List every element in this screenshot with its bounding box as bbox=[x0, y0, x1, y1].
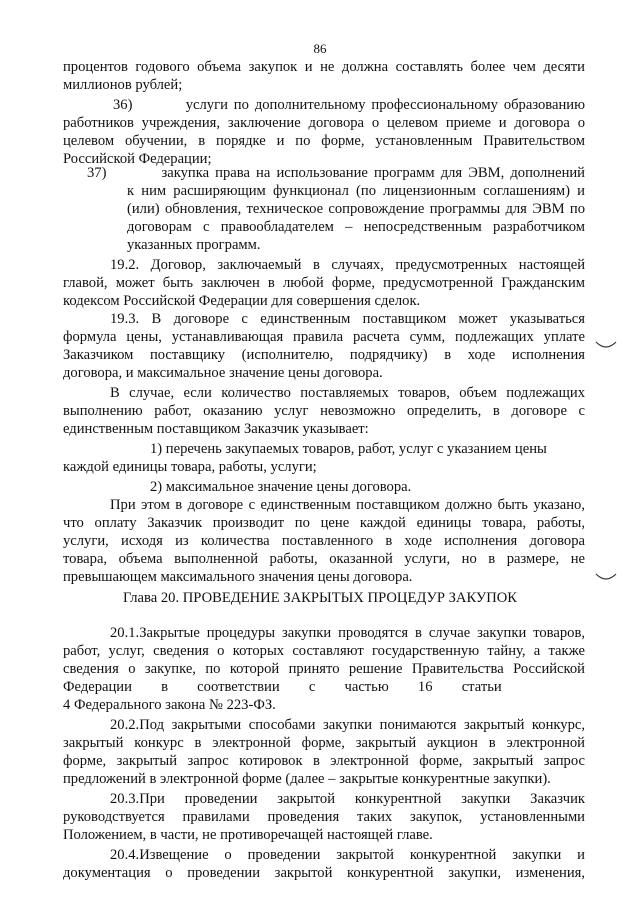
text-line: При этом в договоре с единственным поставщиком должно быть указано, bbox=[110, 497, 585, 513]
text-line: закрытый конкурс в электронной форме, закрытый аукцион в электронной bbox=[63, 735, 585, 751]
text-line: к ним расширяющим функционал (по лицензионным соглашениям) и bbox=[127, 183, 585, 199]
margin-mark-icon bbox=[595, 572, 617, 582]
text-line: 19.3. В договоре с единственным поставщиком может указываться bbox=[110, 311, 585, 327]
text-line: выполнению работ, оказанию услуг невозможно определить, в договоре с bbox=[63, 403, 585, 419]
text-line: работ, услуг, сведения о которых составляют государственную тайну, а также bbox=[63, 643, 585, 659]
text-line: главой, может быть заключен в любой форме, предусмотренной Гражданским bbox=[63, 275, 585, 291]
text-line: форме, закрытый запрос котировок в электронной форме, закрытый запрос bbox=[63, 753, 585, 769]
text-line: Федерации в соответствии с частью 16 статьи bbox=[63, 679, 502, 695]
text-line: Положением, в части, не противоречащей настоящей главе. bbox=[63, 827, 433, 843]
text-line: В случае, если количество поставляемых товаров, объем подлежащих bbox=[110, 385, 585, 401]
text-line: 4 Федерального закона № 223-ФЗ. bbox=[63, 697, 276, 713]
text-line: услуги, исходя из количества поставленного в ходе исполнения договора bbox=[63, 533, 585, 549]
text-line: документация о проведении закрытой конкурентной закупки, изменения, bbox=[63, 865, 585, 881]
text-line: кодексом Российской Федерации для совершения сделок. bbox=[63, 293, 421, 309]
text-line: единственным поставщиком Заказчик указывает: bbox=[63, 421, 369, 437]
text-line: (или) обновления, техническое сопровождение программы для ЭВМ по bbox=[127, 201, 585, 217]
text-line: миллионов рублей; bbox=[63, 77, 183, 93]
text-line: целевом обучении, в порядке и по форме, установленным Правительством bbox=[63, 133, 585, 149]
page-number: 86 bbox=[313, 41, 327, 56]
text-line: предложений в электронной форме (далее – закрытые конкурентные закупки). bbox=[63, 771, 551, 787]
text-line: формула цены, устанавливающая правила расчета сумм, подлежащих уплате bbox=[63, 329, 585, 345]
text-line: 19.2. Договор, заключаемый в случаях, предусмотренных настоящей bbox=[110, 257, 585, 273]
text-line: 20.3.При проведении закрытой конкурентной закупки Заказчик bbox=[110, 791, 585, 807]
text-line: процентов годового объема закупок и не должна составлять более чем десяти bbox=[63, 59, 585, 75]
text-line: 36) услуги по дополнительному профессиональному образованию bbox=[113, 97, 585, 113]
text-line: работников учреждения, заключение договора о целевом приеме и договора о bbox=[63, 115, 585, 131]
text-line: 20.2.Под закрытыми способами закупки понимаются закрытый конкурс, bbox=[110, 717, 585, 733]
text-line: 2) максимальное значение цены договора. bbox=[150, 479, 412, 495]
text-line: 20.1.Закрытые процедуры закупки проводятся в случае закупки товаров, bbox=[110, 625, 585, 641]
text-line: превышающем максимального значения цены договора. bbox=[63, 569, 413, 585]
text-line: Российской Федерации; bbox=[63, 151, 212, 167]
text-line: 20.4.Извещение о проведении закрытой конкурентной закупки и bbox=[110, 847, 585, 863]
text-line: сведения о закупке, по которой принято решение Правительства Российской bbox=[63, 661, 585, 677]
text-line: 37) закупка права на использование программ для ЭВМ, дополнений bbox=[87, 165, 585, 181]
text-line: договора, и максимальное значение цены договора. bbox=[63, 365, 383, 381]
text-line: договорам с правообладателем – непосредственным разработчиком bbox=[127, 219, 585, 235]
text-line: 1) перечень закупаемых товаров, работ, услуг с указанием цены bbox=[150, 441, 547, 457]
text-line: Заказчиком поставщику (исполнителю, подрядчику) в ходе исполнения bbox=[63, 347, 585, 363]
margin-mark-icon bbox=[595, 340, 617, 350]
text-line: указанных программ. bbox=[127, 237, 261, 253]
text-line: каждой единицы товара, работы, услуги; bbox=[63, 459, 317, 475]
text-line: что оплату Заказчик производит по цене каждой единицы товара, работы, bbox=[63, 515, 585, 531]
text-line: руководствуется правилами проведения таких закупок, установленными bbox=[63, 809, 585, 825]
chapter-heading: Глава 20. ПРОВЕДЕНИЕ ЗАКРЫТЫХ ПРОЦЕДУР ЗАКУПОК bbox=[122, 590, 518, 606]
text-line: товара, объема выполненной работы, оказанной услуги, но в размере, не bbox=[63, 551, 585, 567]
